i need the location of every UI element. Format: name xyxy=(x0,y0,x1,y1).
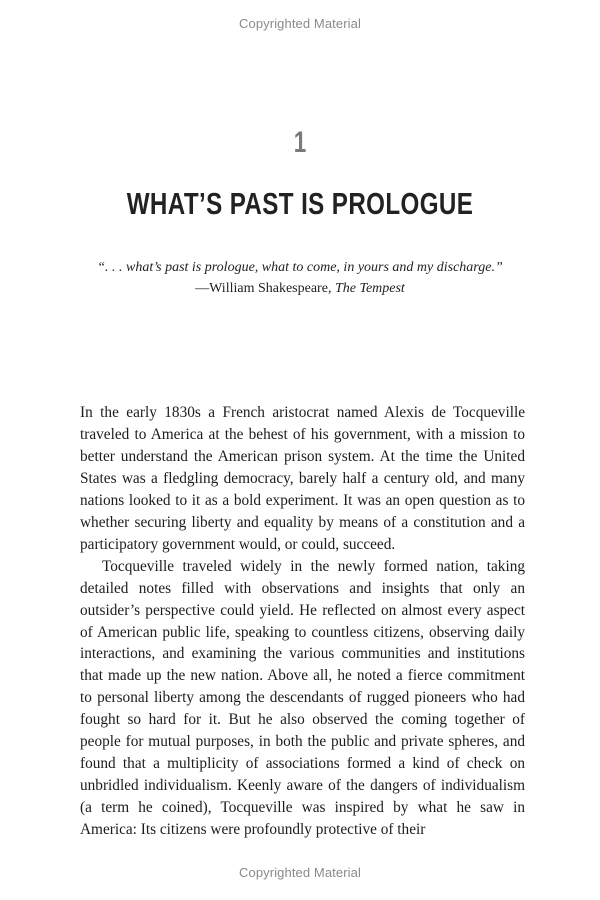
epigraph-quote: “. . . what’s past is prologue, what to come, in yours and my discharge.” xyxy=(97,260,503,275)
epigraph-attribution xyxy=(0,278,600,299)
copyright-watermark-bottom: Copyrighted Material xyxy=(239,865,361,880)
copyright-watermark-top: Copyrighted Material xyxy=(239,16,361,31)
chapter-number: 1 xyxy=(293,126,307,159)
paragraph: Tocqueville traveled widely in the newly formed nation, taking detailed notes filled with observations and insights that only an outsider’s perspective could yield. He reflected on almost every aspect of American public life, speaking to countless citizens, observing daily interactions, and examining the various communities and institutions that made up the new nation. Above all, he noted a fierce commitment to personal liberty among the descendants of rugged pioneers who had fought so hard for it. But he also observed the coming together of people for mutual purposes, in both the public and private spheres, and found that a multiplicity of associations formed a kind of check on unbridled individualism. Keenly aware of the dangers of individualism (a term he coined), Tocqueville was inspired by what he saw in America: Its citizens were profoundly protective of their xyxy=(80,557,525,839)
epigraph-work-title: The Tempest xyxy=(334,281,405,296)
chapter-body xyxy=(80,402,525,841)
chapter-title: WHAT’S PAST IS PROLOGUE xyxy=(126,186,474,221)
epigraph-author: —William Shakespeare, xyxy=(195,281,335,296)
epigraph xyxy=(0,257,600,299)
paragraph: In the early 1830s a French aristocrat named Alexis de Tocqueville traveled to America at the behest of his government, with a mission to better understand the American prison system. At the time the United States was a fledgling democracy, barely half a century old, and many nations looked to it as a bold experiment. It was an open question as to whether securing liberty and equality by means of a constitution and a participatory government would, or could, succeed. xyxy=(80,404,525,553)
